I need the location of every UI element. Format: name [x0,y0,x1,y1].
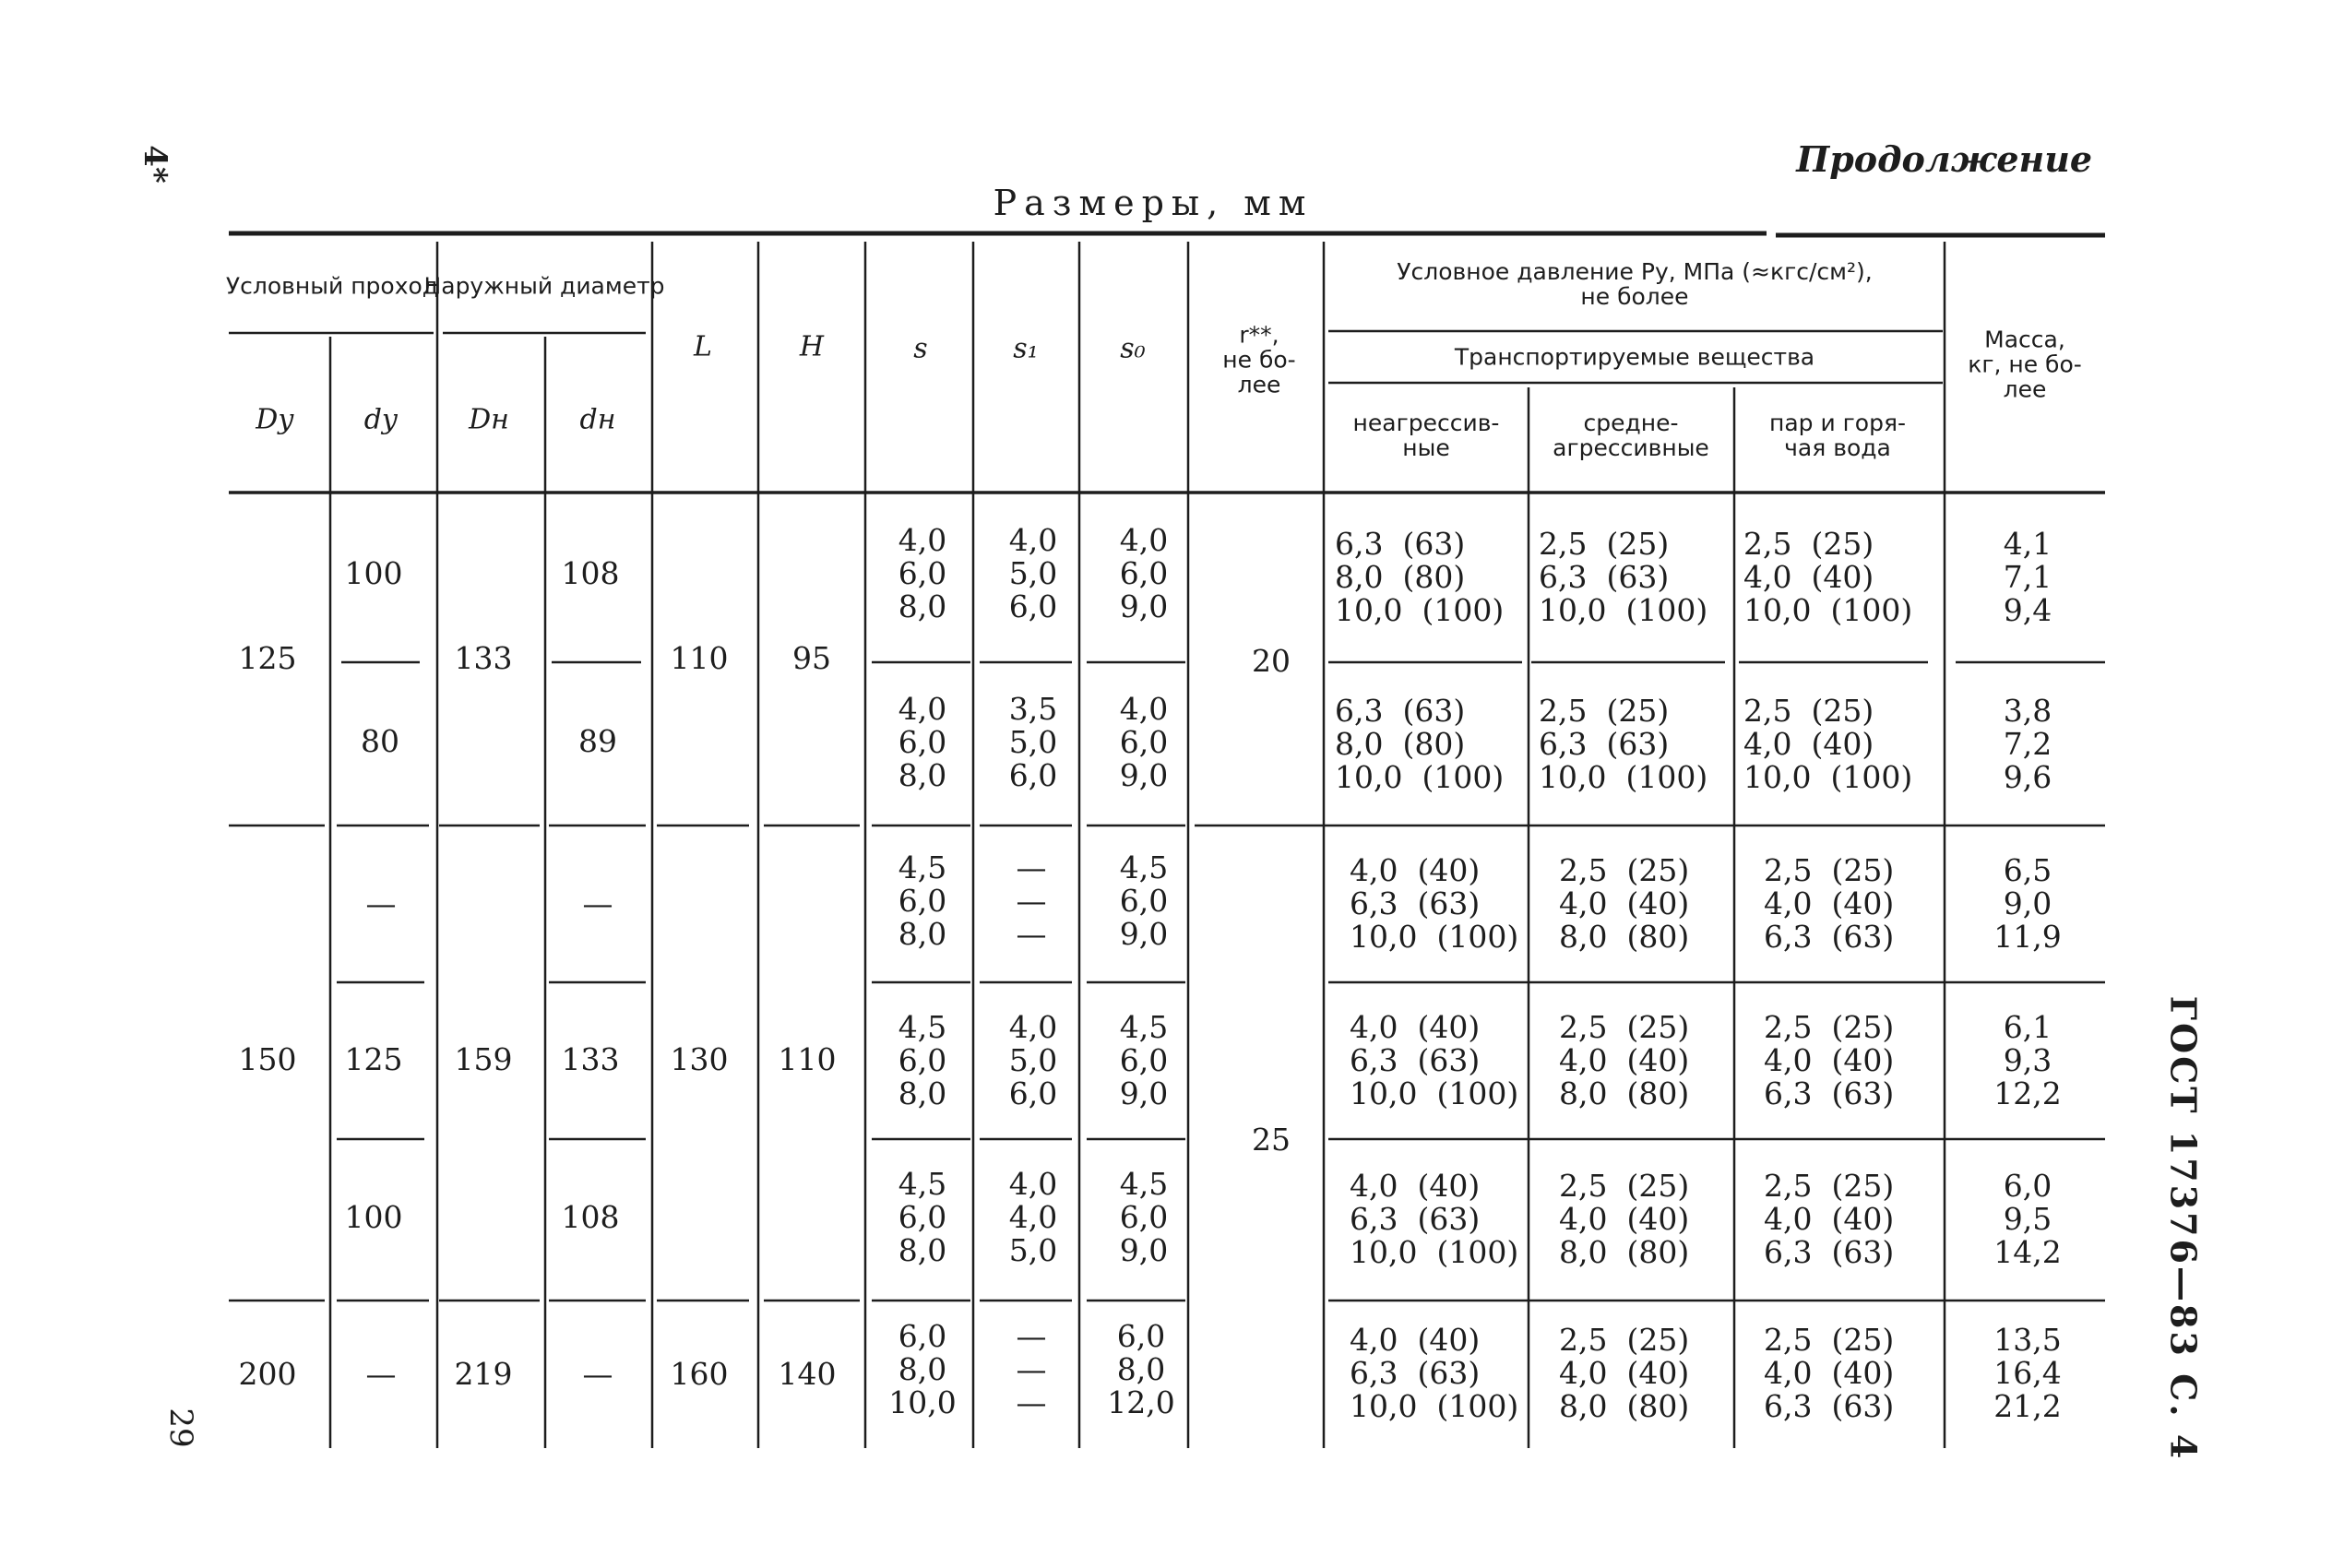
continuation-label: Продолжение [1796,138,2092,180]
cell-p-steam: 2,5 (25) 4,0 (40) 6,3 (63) [1764,1168,1895,1270]
header-dn: dн [579,403,616,436]
cell-p-non-aggressive: 4,0 (40) 6,3 (63) 10,0 (100) [1350,1322,1519,1424]
cell-p-steam: 2,5 (25) 4,0 (40) 6,3 (63) [1764,1009,1895,1111]
cell-p-medium-aggressive: 2,5 (25) 4,0 (40) 8,0 (80) [1559,1009,1690,1111]
cell-mass: 6,0 9,5 14,2 [1993,1168,2062,1270]
cell-p-medium-aggressive: 2,5 (25) 4,0 (40) 8,0 (80) [1559,1168,1690,1270]
cell-H: 110 [778,1041,837,1077]
cell-Dn: 159 [454,1041,513,1077]
cell-dy: 100 [344,1199,403,1235]
header-s1: s₁ [1013,332,1039,365]
cell-p-non-aggressive: 4,0 (40) 6,3 (63) 10,0 (100) [1350,1009,1519,1111]
cell-dn: 108 [561,1199,620,1235]
cell-dy: — [365,885,397,921]
cell-dn: — [582,885,613,921]
cell-Dy: 150 [238,1041,297,1077]
header-r: r**, не бо- лее [1222,321,1296,398]
page-number-left: 29 [162,1408,199,1448]
cell-s: 4,5 6,0 8,0 [898,1009,947,1111]
cell-s0: 4,5 6,0 9,0 [1119,1166,1169,1268]
cell-p-medium-aggressive: 2,5 (25) 4,0 (40) 8,0 (80) [1559,1322,1690,1424]
cell-L: 110 [670,640,729,676]
cell-L: 130 [670,1041,729,1077]
cell-mass: 6,1 9,3 12,2 [1993,1009,2062,1111]
header-steam-hot-water: пар и горя- чая вода [1768,410,1907,461]
table-caption: Размеры, мм [993,183,1314,223]
cell-mass: 6,5 9,0 11,9 [1993,852,2062,955]
cell-s1: — — — [1016,1318,1047,1420]
page-mark-left: 4* [137,145,173,184]
cell-mass: 13,5 16,4 21,2 [1993,1322,2062,1424]
cell-dn: 89 [578,723,617,759]
cell-p-non-aggressive: 6,3 (63) 8,0 (80) 10,0 (100) [1335,526,1505,628]
cell-s: 4,5 6,0 8,0 [898,1166,947,1268]
cell-s0: 4,5 6,0 9,0 [1119,1009,1169,1111]
header-dy: dу [363,403,399,436]
header-L: L [694,330,712,363]
cell-dy: — [365,1356,397,1392]
cell-mass: 4,1 7,1 9,4 [2003,526,2052,628]
header-nominal-pass: Условный проход [225,272,439,300]
cell-p-non-aggressive: 4,0 (40) 6,3 (63) 10,0 (100) [1350,1168,1519,1270]
header-s0: s₀ [1120,332,1146,365]
cell-s1: 4,0 5,0 6,0 [1008,1009,1058,1111]
cell-s0: 4,0 6,0 9,0 [1119,691,1169,793]
cell-dn: 108 [561,555,620,591]
cell-s1: 4,0 4,0 5,0 [1008,1166,1058,1268]
header-s: s [913,332,928,365]
cell-r: 25 [1252,1122,1291,1158]
cell-dy: 125 [344,1041,403,1077]
cell-s0: 6,0 8,0 12,0 [1107,1318,1175,1420]
cell-s: 6,0 8,0 10,0 [888,1318,957,1420]
cell-s0: 4,0 6,0 9,0 [1119,522,1169,624]
cell-s: 4,0 6,0 8,0 [898,522,947,624]
cell-p-medium-aggressive: 2,5 (25) 4,0 (40) 8,0 (80) [1559,852,1690,955]
header-transported: Транспортируемые вещества [1454,343,1815,371]
cell-dn: — [582,1356,613,1392]
cell-s1: 4,0 5,0 6,0 [1008,522,1058,624]
cell-dy: 100 [344,555,403,591]
cell-s1: 3,5 5,0 6,0 [1008,691,1058,793]
cell-H: 95 [792,640,831,676]
cell-p-steam: 2,5 (25) 4,0 (40) 10,0 (100) [1743,693,1913,795]
cell-s: 4,0 6,0 8,0 [898,691,947,793]
cell-p-non-aggressive: 4,0 (40) 6,3 (63) 10,0 (100) [1350,852,1519,955]
cell-dy: 80 [361,723,399,759]
cell-p-medium-aggressive: 2,5 (25) 6,3 (63) 10,0 (100) [1539,526,1708,628]
cell-r: 20 [1252,643,1291,679]
cell-Dy: 125 [238,640,297,676]
header-medium-aggressive: средне- агрессивные [1553,410,1709,461]
header-pressure: Условное давление Pу, МПа (≈кгс/см²), не более [1397,258,1873,310]
cell-L: 160 [670,1356,729,1392]
cell-s1: — — — [1016,849,1047,952]
cell-p-steam: 2,5 (25) 4,0 (40) 10,0 (100) [1743,526,1913,628]
header-Dy: Dу [256,403,294,436]
cell-Dy: 200 [238,1356,297,1392]
header-non-aggressive: неагрессив- ные [1352,410,1500,461]
cell-mass: 3,8 7,2 9,6 [2003,693,2052,795]
cell-p-steam: 2,5 (25) 4,0 (40) 6,3 (63) [1764,852,1895,955]
header-mass: Масса, кг, не бо- лее [1968,326,2082,403]
cell-H: 140 [778,1356,837,1392]
header-H: H [799,330,825,363]
cell-p-non-aggressive: 6,3 (63) 8,0 (80) 10,0 (100) [1335,693,1505,795]
cell-p-medium-aggressive: 2,5 (25) 6,3 (63) 10,0 (100) [1539,693,1708,795]
cell-Dn: 133 [454,640,513,676]
cell-s0: 4,5 6,0 9,0 [1119,849,1169,952]
header-Dn: Dн [469,403,509,436]
cell-s: 4,5 6,0 8,0 [898,849,947,952]
cell-Dn: 219 [454,1356,513,1392]
header-outer-diameter: Наружный диаметр [423,272,665,300]
cell-p-steam: 2,5 (25) 4,0 (40) 6,3 (63) [1764,1322,1895,1424]
cell-dn: 133 [561,1041,620,1077]
document-reference: ГОСТ 17376—83 С. 4 [2162,995,2205,1462]
